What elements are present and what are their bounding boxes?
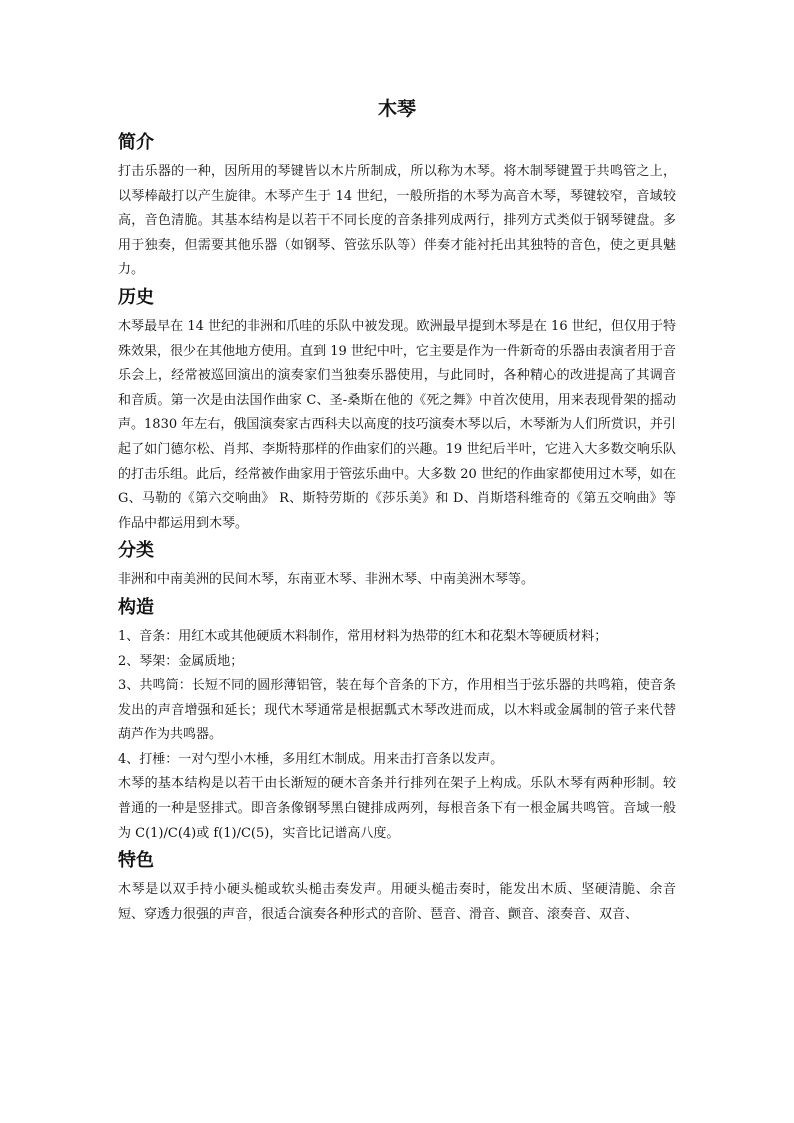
category-paragraph: 非洲和中南美洲的民间木琴，东南亚木琴、非洲木琴、中南美洲木琴等。	[118, 572, 535, 588]
section-heading-category: 分类	[118, 540, 154, 562]
structure-item-1: 1、音条：用红木或其他硬质木料制作，常用材料为热带的红木和花梨木等硬质材料；	[118, 628, 608, 644]
history-paragraph: 木琴最早在 14 世纪的非洲和爪哇的乐队中被发现。欧洲最早提到木琴是在 16 世纪，但仅用于特殊效果，很少在其他地方使用。直到 19 世纪中叶，它主要是作为一件新奇的乐器由表演者用于音乐会上，经常被巡回演出的演奏家们当独奏乐器使用，与此同时，各种精心的改进提高了其调音和音质。第一次是由法国作曲家 C、圣-桑斯在他的《死之舞》中首次使用，用来表现骨架的摇动声。1830 年左右，俄国演奏家古西科夫以高度的技巧演奏木琴以后，木琴渐为人们所赏识，并引起了如门德尔松、肖邦、李斯特那样的作曲家们的兴趣。19 世纪后半叶，它进入大多数交响乐队的打击乐组。此后，经常被作曲家用于管弦乐曲中。大多数 20 世纪的作曲家都使用过木琴，如在 G、马勒的《第六交响曲》 R、斯特劳斯的《莎乐美》和 D、肖斯塔科维奇的《第五交响曲》等作品中都运用到木琴。	[118, 318, 676, 531]
section-heading-intro: 简介	[118, 132, 154, 153]
document-page	[118, 96, 676, 927]
section-heading-features: 特色	[118, 850, 154, 872]
intro-paragraph: 打击乐器的一种，因所用的琴键皆以木片所制成，所以称为木琴。将木制琴键置于共鸣管之上，以琴棒敲打以产生旋律。木琴产生于 14 世纪，一般所指的木琴为高音木琴，琴键较窄，音域较高，音色清脆。其基本结构是以若干不同长度的音条排列成两行，排列方式类似于钢琴键盘。多用于独奏，但需要其他乐器（如钢琴、管弦乐队等）伴奏才能衬托出其独特的音色，使之更具魅力。	[118, 164, 676, 278]
section-heading-history: 历史	[118, 286, 154, 308]
structure-paragraph: 木琴的基本结构是以若干由长渐短的硬木音条并行排列在架子上构成。乐队木琴有两种形制。较普通的一种是竖排式。即音条像钢琴黑白键排成两列，每根音条下有一根金属共鸣管。音域一般为 C(1)/C(4)或 f(1)/C(5)，实音比记谱高八度。	[118, 776, 676, 841]
structure-item-4: 4、打棰：一对勺型小木棰，多用红木制成。用来击打音条以发声。	[118, 751, 504, 767]
structure-item-3: 3、共鸣筒：长短不同的圆形薄铝管，装在每个音条的下方，作用相当于弦乐器的共鸣箱，使音条发出的声音增强和延长；现代木琴通常是根据瓢式木琴改进而成，以木料或金属制的管子来代替葫芦作为共鸣器。	[118, 678, 676, 743]
document-title: 木琴	[377, 98, 416, 120]
features-paragraph: 木琴是以双手持小硬头槌或软头槌击奏发声。用硬头槌击奏时，能发出木质、坚硬清脆、余音短、穿透力很强的声音，很适合演奏各种形式的音阶、琶音、滑音、颤音、滚奏音、双音、	[118, 882, 676, 922]
section-heading-structure: 构造	[118, 596, 154, 618]
structure-item-2: 2、琴架：金属质地；	[118, 653, 244, 669]
